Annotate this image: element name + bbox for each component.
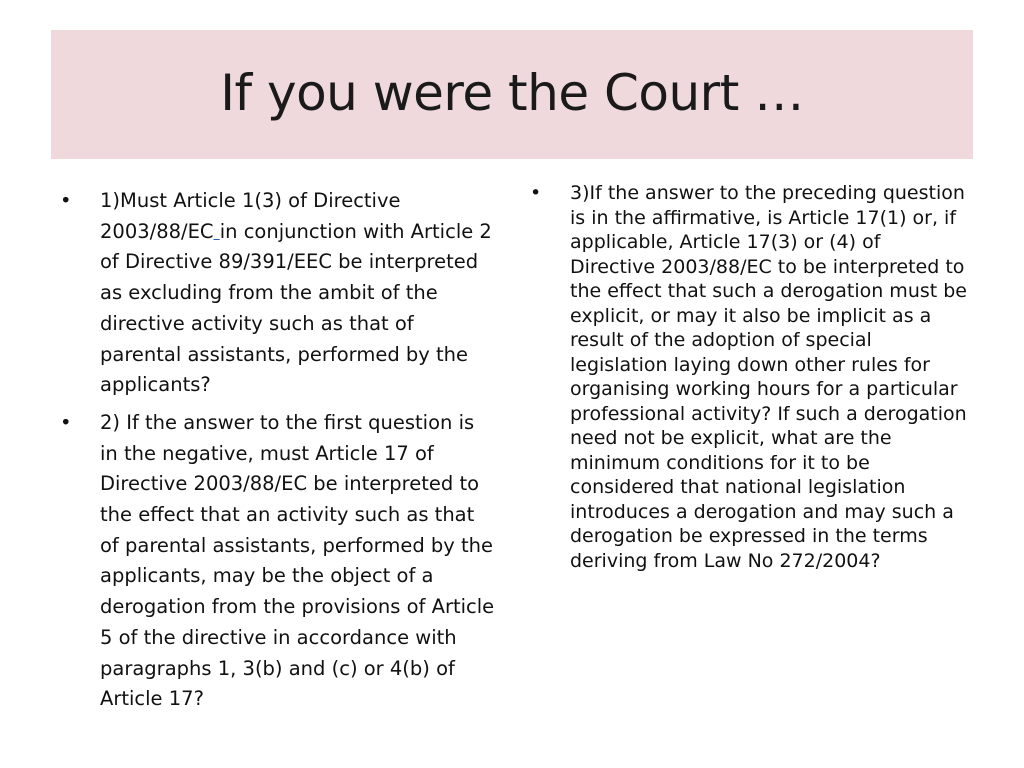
list-item-question-1 <box>60 186 496 401</box>
question-1-text: 1)Must Article 1(3) of Directive 2003/88/EC <box>100 189 401 243</box>
left-bullet-list <box>60 186 496 715</box>
bullet-icon: • <box>60 189 72 212</box>
right-bullet-list <box>530 181 970 573</box>
bullet-icon: • <box>60 410 72 434</box>
question-1-text-continued: in conjunction with Article 2 of Directive 89/391/EEC be interpreted as excluding from the ambit of the directive activity such as that of parental assistants, performed by the applicants? <box>100 219 492 397</box>
question-2-text: 2) If the answer to the first question is in the negative, must Article 17 of Directive 2003/88/EC be interpreted to the effect that an activity such as that of parental assistants, performed by the applicants, may be the object of a derogation from the provisions of Article 5 of the directive in accordance with paragraphs 1, 3(b) and (c) or 4(b) of Article 17? <box>100 410 495 711</box>
question-3-text: 3)If the answer to the preceding question is in the affirmative, is Article 17(1) or, if applicable, Article 17(3) or (4) of Directive 2003/88/EC to be interpreted to the effect that such a derogation must be explicit, or may it also be implicit as a result of the adoption of special legislation laying down other rules for organising working hours for a particular professional activity? If such a derogation need not be explicit, what are the minimum conditions for it to be considered that national legislation introduces a derogation and may such a derogation be expressed in the terms deriving from Law No 272/2004? <box>570 182 967 572</box>
list-item-question-3 <box>530 181 970 573</box>
bullet-icon: • <box>530 182 542 204</box>
list-item-question-2 <box>60 408 496 715</box>
slide-title: If you were the Court … <box>220 63 804 122</box>
title-band <box>51 30 973 159</box>
left-column <box>60 186 496 722</box>
right-column <box>530 181 970 573</box>
